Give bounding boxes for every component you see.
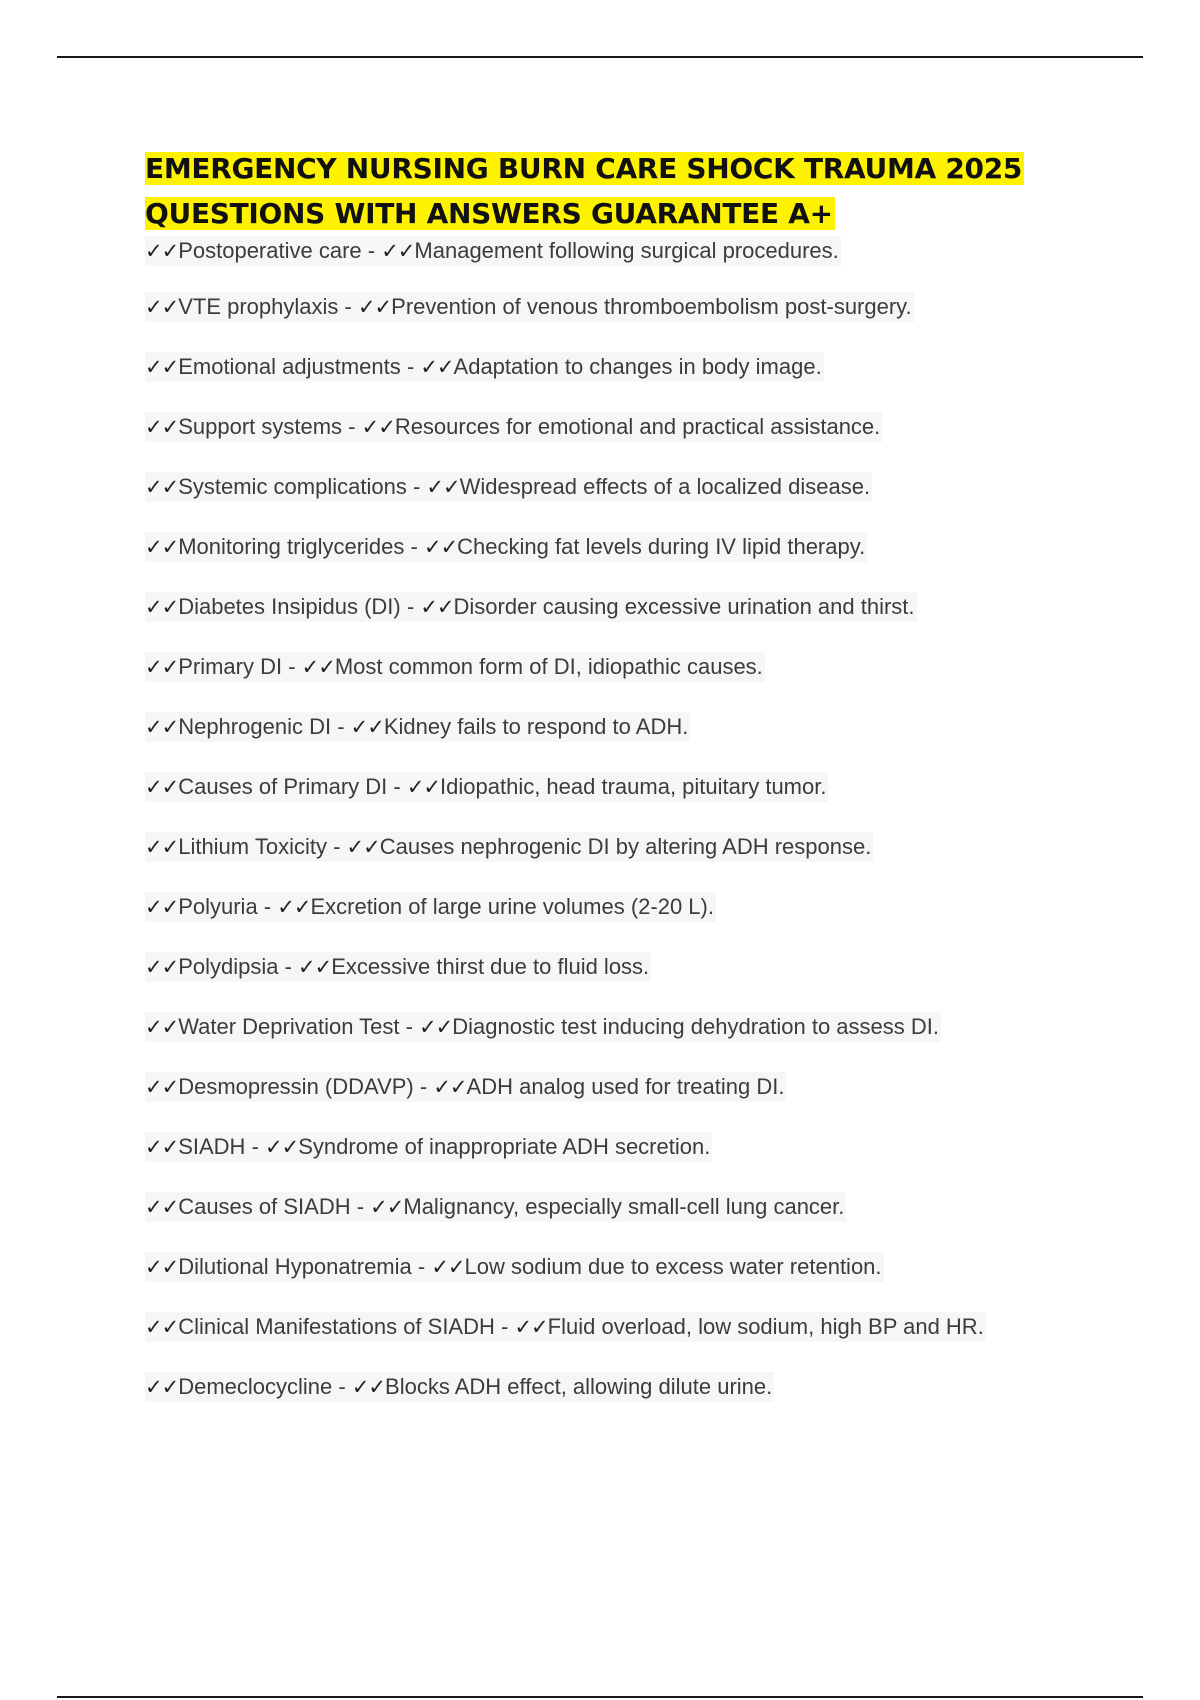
qa-line <box>145 1372 774 1402</box>
qa-term: Monitoring triglycerides <box>178 534 405 559</box>
qa-separator: - <box>399 1014 420 1039</box>
qa-item <box>145 1132 1105 1192</box>
qa-line <box>145 292 914 322</box>
qa-item <box>145 1372 1105 1432</box>
check-mark-icon: ✓✓ <box>406 775 441 799</box>
check-mark-icon: ✓✓ <box>145 355 179 379</box>
qa-separator: - <box>331 714 351 739</box>
qa-line <box>145 1312 986 1342</box>
check-mark-icon: ✓✓ <box>346 835 380 859</box>
check-mark-icon: ✓✓ <box>145 1375 179 1399</box>
check-mark-icon: ✓✓ <box>145 655 179 679</box>
qa-definition: Adaptation to changes in body image. <box>453 354 822 379</box>
qa-line <box>145 1192 846 1222</box>
qa-separator: - <box>342 414 362 439</box>
qa-definition: Malignancy, especially small-cell lung cancer. <box>403 1194 845 1219</box>
check-mark-icon: ✓✓ <box>265 1135 299 1159</box>
qa-separator: - <box>326 834 347 859</box>
check-mark-icon: ✓✓ <box>145 475 179 499</box>
qa-item <box>145 352 1105 412</box>
qa-term: Emotional adjustments <box>178 354 401 379</box>
qa-line <box>145 236 841 266</box>
qa-line <box>145 832 873 862</box>
check-mark-icon: ✓✓ <box>145 955 179 979</box>
qa-separator: - <box>245 1134 266 1159</box>
check-mark-icon: ✓✓ <box>298 955 332 979</box>
check-mark-icon: ✓✓ <box>351 1375 386 1399</box>
qa-separator: - <box>400 354 421 379</box>
qa-line <box>145 772 828 802</box>
qa-separator: - <box>387 774 407 799</box>
qa-definition: Blocks ADH effect, allowing dilute urine. <box>385 1374 773 1399</box>
qa-term: Desmopressin (DDAVP) <box>178 1074 414 1099</box>
check-mark-icon: ✓✓ <box>145 535 179 559</box>
check-mark-icon: ✓✓ <box>145 239 179 263</box>
qa-item <box>145 712 1105 772</box>
qa-line <box>145 952 651 982</box>
qa-definition: Most common form of DI, idiopathic causes. <box>334 654 763 679</box>
qa-line <box>145 1252 884 1282</box>
check-mark-icon: ✓✓ <box>514 1315 548 1339</box>
qa-separator: - <box>406 474 427 499</box>
qa-definition: Idiopathic, head trauma, pituitary tumor. <box>440 774 827 799</box>
check-mark-icon: ✓✓ <box>419 1015 453 1039</box>
qa-term: Postoperative care <box>178 238 362 263</box>
check-mark-icon: ✓✓ <box>420 355 454 379</box>
qa-item <box>145 772 1105 832</box>
qa-term: Causes of SIADH <box>178 1194 351 1219</box>
qa-item <box>145 532 1105 592</box>
check-mark-icon: ✓✓ <box>145 1195 179 1219</box>
qa-term: Systemic complications <box>178 474 407 499</box>
check-mark-icon: ✓✓ <box>370 1195 404 1219</box>
check-mark-icon: ✓✓ <box>361 415 395 439</box>
qa-separator: - <box>278 954 299 979</box>
qa-item <box>145 472 1105 532</box>
qa-term: SIADH <box>178 1134 246 1159</box>
qa-term: VTE prophylaxis <box>178 294 339 319</box>
check-mark-icon: ✓✓ <box>145 1015 179 1039</box>
qa-definition: Resources for emotional and practical assistance. <box>394 414 881 439</box>
qa-item <box>145 412 1105 472</box>
qa-item <box>145 1252 1105 1312</box>
check-mark-icon: ✓✓ <box>301 655 335 679</box>
qa-line <box>145 712 690 742</box>
qa-line <box>145 592 917 622</box>
qa-separator: - <box>404 534 424 559</box>
qa-separator: - <box>413 1074 434 1099</box>
check-mark-icon: ✓✓ <box>350 715 384 739</box>
check-mark-icon: ✓✓ <box>381 239 415 263</box>
qa-definition: Causes nephrogenic DI by altering ADH response. <box>379 834 872 859</box>
qa-definition: Excretion of large urine volumes (2-20 L). <box>310 894 714 919</box>
qa-term: Support systems <box>178 414 343 439</box>
qa-list <box>145 236 1105 1432</box>
top-rule <box>57 56 1143 58</box>
qa-line <box>145 892 716 922</box>
qa-item <box>145 1072 1105 1132</box>
qa-separator: - <box>257 894 278 919</box>
check-mark-icon: ✓✓ <box>145 715 179 739</box>
qa-separator: - <box>494 1314 515 1339</box>
document-body <box>145 146 1105 1432</box>
check-mark-icon: ✓✓ <box>420 595 454 619</box>
qa-definition: Fluid overload, low sodium, high BP and HR. <box>547 1314 984 1339</box>
check-mark-icon: ✓✓ <box>277 895 311 919</box>
qa-separator: - <box>332 1374 352 1399</box>
qa-definition: ADH analog used for treating DI. <box>466 1074 785 1099</box>
qa-line <box>145 652 765 682</box>
check-mark-icon: ✓✓ <box>145 595 179 619</box>
qa-term: Lithium Toxicity <box>178 834 327 859</box>
qa-line <box>145 352 824 382</box>
check-mark-icon: ✓✓ <box>145 1135 179 1159</box>
qa-definition: Disorder causing excessive urination and thirst. <box>453 594 915 619</box>
qa-definition: Excessive thirst due to fluid loss. <box>331 954 650 979</box>
qa-line <box>145 1072 786 1102</box>
qa-definition: Widespread effects of a localized disease. <box>459 474 871 499</box>
qa-term: Primary DI <box>178 654 283 679</box>
qa-line <box>145 1012 941 1042</box>
document-title <box>145 146 1105 236</box>
qa-definition: Prevention of venous thromboembolism post-surgery. <box>391 294 912 319</box>
qa-definition: Management following surgical procedures. <box>414 238 839 263</box>
qa-term: Causes of Primary DI <box>178 774 388 799</box>
qa-separator: - <box>361 238 382 263</box>
qa-item <box>145 1192 1105 1252</box>
check-mark-icon: ✓✓ <box>145 835 179 859</box>
qa-item <box>145 292 1105 352</box>
qa-separator: - <box>400 594 421 619</box>
qa-line <box>145 1132 712 1162</box>
check-mark-icon: ✓✓ <box>426 475 460 499</box>
qa-definition: Kidney fails to respond to ADH. <box>383 714 689 739</box>
qa-term: Dilutional Hyponatremia <box>178 1254 412 1279</box>
qa-item <box>145 1012 1105 1072</box>
qa-definition: Checking fat levels during IV lipid therapy. <box>457 534 866 559</box>
check-mark-icon: ✓✓ <box>433 1075 467 1099</box>
qa-term: Polyuria <box>178 894 258 919</box>
check-mark-icon: ✓✓ <box>145 295 179 319</box>
title-line-1: EMERGENCY NURSING BURN CARE SHOCK TRAUMA 2025 <box>145 152 1023 185</box>
qa-line <box>145 532 867 562</box>
check-mark-icon: ✓✓ <box>357 295 392 319</box>
check-mark-icon: ✓✓ <box>145 1075 179 1099</box>
qa-definition: Low sodium due to excess water retention. <box>464 1254 882 1279</box>
check-mark-icon: ✓✓ <box>423 535 458 559</box>
qa-item <box>145 592 1105 652</box>
check-mark-icon: ✓✓ <box>431 1255 465 1279</box>
qa-item <box>145 892 1105 952</box>
qa-term: Water Deprivation Test <box>178 1014 400 1039</box>
check-mark-icon: ✓✓ <box>145 775 179 799</box>
qa-definition: Syndrome of inappropriate ADH secretion. <box>298 1134 711 1159</box>
qa-term: Polydipsia <box>178 954 279 979</box>
check-mark-icon: ✓✓ <box>145 895 179 919</box>
qa-term: Clinical Manifestations of SIADH <box>178 1314 495 1339</box>
qa-definition: Diagnostic test inducing dehydration to assess DI. <box>452 1014 939 1039</box>
qa-line <box>145 412 882 442</box>
title-line-2: QUESTIONS WITH ANSWERS GUARANTEE A+ <box>145 197 833 230</box>
qa-item <box>145 236 1105 292</box>
check-mark-icon: ✓✓ <box>145 1315 179 1339</box>
qa-separator: - <box>338 294 358 319</box>
qa-term: Diabetes Insipidus (DI) <box>178 594 401 619</box>
qa-item <box>145 832 1105 892</box>
qa-separator: - <box>282 654 302 679</box>
check-mark-icon: ✓✓ <box>145 1255 179 1279</box>
qa-separator: - <box>350 1194 371 1219</box>
qa-item <box>145 1312 1105 1372</box>
bottom-rule <box>57 1696 1143 1698</box>
qa-term: Demeclocycline <box>178 1374 333 1399</box>
qa-item <box>145 952 1105 1012</box>
check-mark-icon: ✓✓ <box>145 415 179 439</box>
qa-line <box>145 472 872 502</box>
qa-term: Nephrogenic DI <box>178 714 332 739</box>
qa-separator: - <box>411 1254 432 1279</box>
qa-item <box>145 652 1105 712</box>
